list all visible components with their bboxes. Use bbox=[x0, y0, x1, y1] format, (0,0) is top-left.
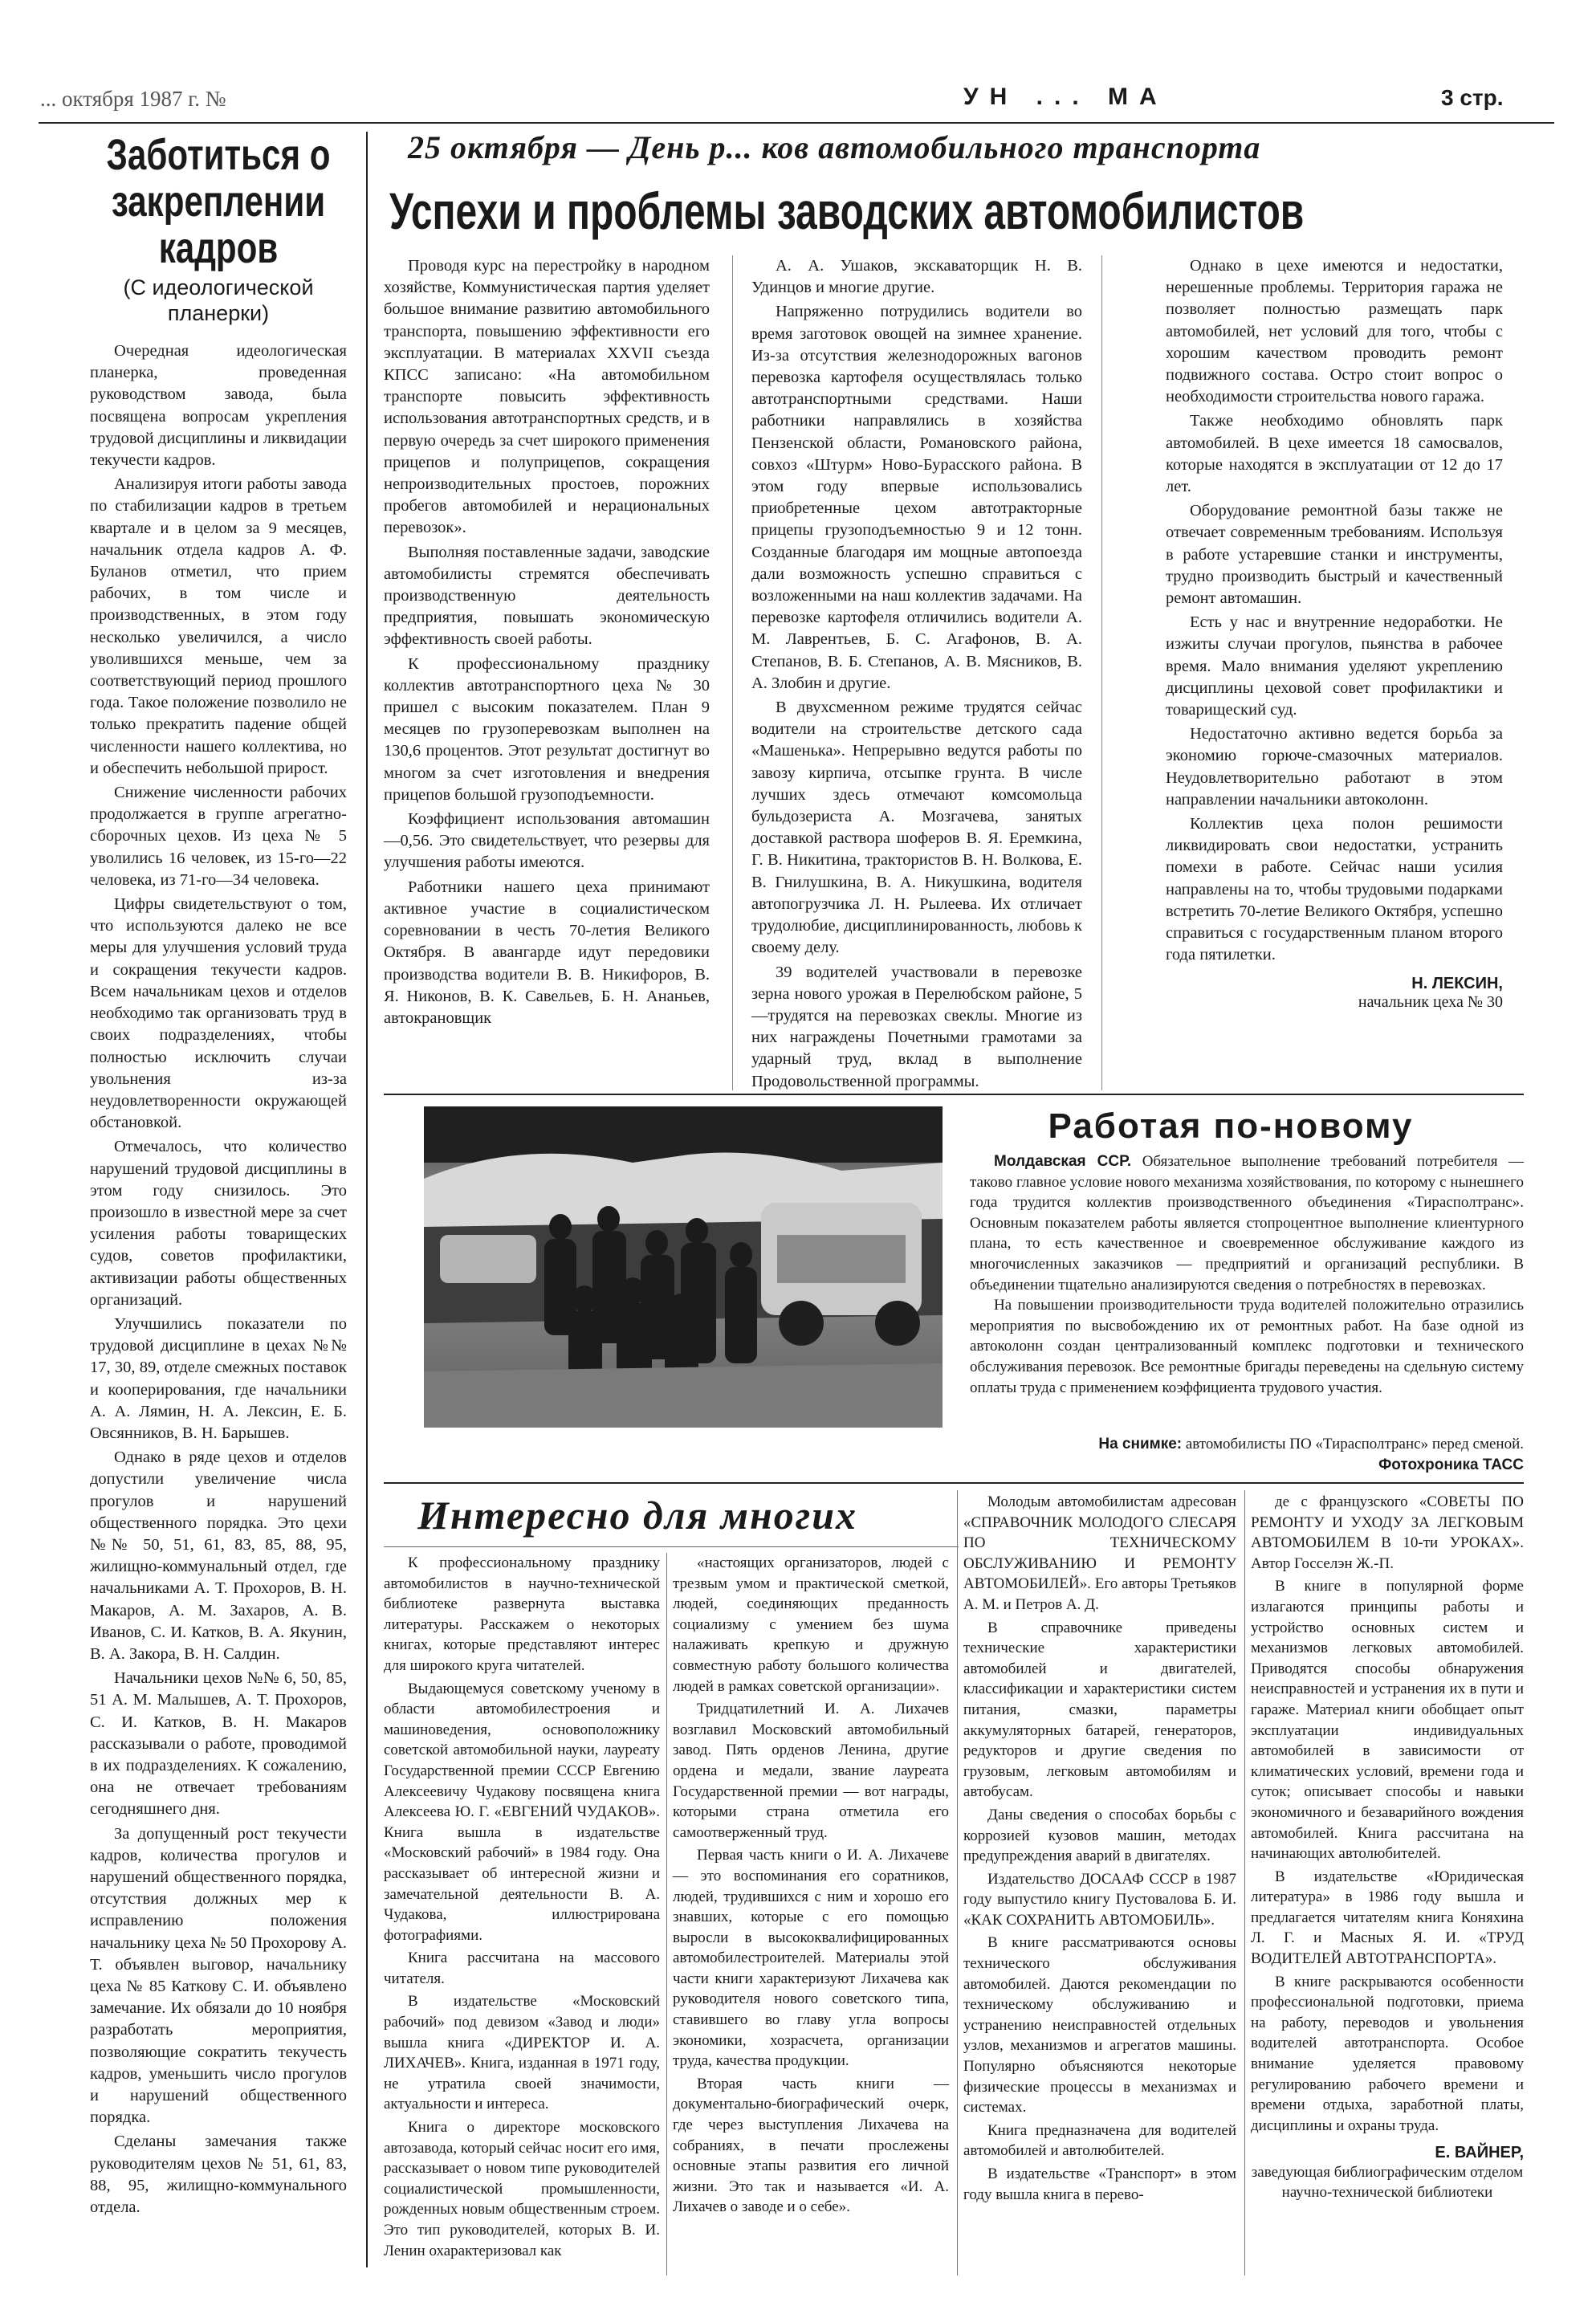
paragraph: Выполняя поставленные задачи, заводские автомобилисты стремятся обеспечивать производственную деятельность предприятия, повышать экономическую эффективность своей работы. bbox=[384, 543, 710, 649]
paragraph: Коллектив цеха полон решимости ликвидировать свои недостатки, устранить помехи в работе. Сейчас наши усилия направлены на то, чтобы трудовыми подарками встретить 70-летие Великого Октября, успешно справиться с государственным планом второго года пятилетки. bbox=[1166, 815, 1503, 964]
author-name: Н. ЛЕКСИН, bbox=[1411, 974, 1503, 992]
main-col-rule bbox=[732, 255, 733, 1090]
books-col-3 bbox=[963, 1492, 1236, 2207]
left-article-title: Заботиться о закреплении кадров bbox=[106, 131, 331, 272]
paragraph: Книга рассчитана на массового читателя. bbox=[384, 1949, 660, 1987]
left-column-rule bbox=[366, 132, 368, 2267]
paragraph: Очередная идеологическая планерка, проведенная руководством завода, была посвящена вопросам укрепления трудовой дисциплины и ликвидации текучести кадров. bbox=[90, 342, 347, 470]
paragraph: В издательстве «Юридическая литература» в 1986 году вышла и предлагается читателям книга Коняхина Л. Г. и Масных Я. И. «ТРУД ВОДИТЕЛЕЙ АВТОТРАНСПОРТА». bbox=[1251, 1868, 1524, 1968]
paragraph: де с французского «СОВЕТЫ ПО РЕМОНТУ И УХОДУ ЗА ЛЕГКОВЫМ АВТОМОБИЛЕМ В 10-ти УРОКАХ». Автор Госселэн Ж.-П. bbox=[1251, 1493, 1524, 1572]
paragraph: К профессиональному празднику автомобилистов в научно-технической библиотеке развернута выставка литературы. Расскажем о некоторых книгах, которые представляют интерес для широкого круга читателей. bbox=[384, 1554, 660, 1674]
paragraph: К профессиональному празднику коллектив автотранспортного цеха № 30 пришел с высоким показателем. План 9 месяцев по грузоперевозкам выполнен на 130,6 процентов. Этот результат достигнут во многом за счет изготовления и внедрения прицепов большой грузоподъемности. bbox=[384, 654, 710, 804]
paragraph: «настоящих организаторов, людей с трезвым умом и практической сметкой, людей, соединяющих преданность социализму с умением без шума налаживать крепкую и дружную совместную работу большого количества людей в рамках советской организации». bbox=[673, 1554, 949, 1695]
section-rule bbox=[384, 1094, 1524, 1095]
paragraph: За допущенный рост текучести кадров, количества прогулов и нарушений общественного порядка, отсутствия должных мер к исправлению положения начальнику цеха № 50 Прохорову А. Т. объявлен выговор, начальнику цеха № 85 Каткову С. И. объявлено замечание. Их обязали до 10 ноября разработать мероприятия, позволяющие сократить текучесть кадров, уменьшить число прогулов и нарушений общественного порядка. bbox=[90, 1824, 347, 2127]
paragraph: Сделаны замечания также руководителям цехов № 51, 61, 83, 88, 95, жилищно-коммунального отдела. bbox=[90, 2133, 347, 2217]
books-col-rule bbox=[666, 1553, 667, 2275]
books-col-rule bbox=[1244, 1490, 1245, 2275]
paragraph: Напряженно потрудились водители во время заготовок овощей на зимнее хранение. Из-за отсутствия железнодорожных вагонов перевозка картофеля осуществлялась только автотранспортными средствами. Наши работники направлялись в хозяйства Пензенской области, Романовского района, совхоз «Штурм» Ново-Бурасского района. В этом году впервые использовались приобретенные цехом автотракторные прицепы грузоподъемностью 9 и 12 тонн. Созданные благодаря им мощные автопоезда дали возможность успешно справиться с возложенными на наш коллектив задачами. На перевозке картофеля отличились водители А. М. Лаврентьев, Б. С. Агафонов, В. А. Степанов, В. Б. Степанов, А. В. Мясников, В. А. Злобин и другие. bbox=[751, 303, 1082, 692]
paragraph: Коэффициент использования автомашин—0,56. Это свидетельствует, что резервы для улучшения работы имеются. bbox=[384, 810, 710, 872]
paragraph: А. А. Ушаков, экскаваторщик Н. В. Удинцов и многие другие. bbox=[751, 257, 1082, 297]
paragraph: Недостаточно активно ведется борьба за экономию горюче-смазочных материалов. Неудовлетворительно работают в этом направлении начальники автоколонн. bbox=[1166, 725, 1503, 809]
photo-credit: Фотохроника ТАСС bbox=[1378, 1456, 1524, 1473]
paragraph: Книга о директоре московского автозавода, который сейчас носит его имя, рассказывает о новом типе руководителей социалистической промышленности, рожденных новым общественным строем. Это тип руководителей, которых В. И. Ленин охарактеризовал как bbox=[384, 2119, 660, 2259]
paragraph: Начальники цехов №№ 6, 50, 85, 51 А. М. Малышев, А. Т. Прохоров, С. И. Катков, В. Н. Макаров рассказывали о работе, проводимой в их подразделениях. К сожалению, она не отвечает требованиям сегодняшнего дня. bbox=[90, 1669, 347, 1819]
author-position: начальник цеха № 30 bbox=[1358, 992, 1503, 1011]
photo-caption bbox=[970, 1434, 1524, 1455]
paragraph: В двухсменном режиме трудятся сейчас водители на строительстве детского сада «Машенька». Непрерывно ведутся работы по завозу кирпича, отсыпке грунта. В числе лучших здесь отмечают комсомольца бульдозериста А. Мозгачева, занятых доставкой раствора шоферов В. Я. Еремкина, Г. В. Никитина, трактористов В. Н. Волкова, Е. В. Гнилушкина, В. А. Никушкина, водителя автопогрузчика Л. Н. Рылеева. Их отличает трудолюбие, дисциплинированность, любовь к своему делу. bbox=[751, 699, 1082, 957]
paragraph: Снижение численности рабочих продолжается в группе агрегатно-сборочных цехов. Из цеха № 5 уволились 16 человек, из 15-го—22 человека, из 71-го—34 человека. bbox=[90, 784, 347, 889]
caption-label: На снимке: bbox=[1098, 1436, 1183, 1452]
books-title-rule bbox=[384, 1546, 959, 1547]
paragraph: Отмечалось, что количество нарушений трудовой дисциплины в этом году снизилось. Это произошло в известной мере за счет усиления работы товарищеских судов, советов профилактики, активизации работы общественных организаций. bbox=[90, 1138, 347, 1309]
paragraph: В книге в популярной форме излагаются принципы работы и устройство основных систем и механизмов легковых автомобилей. Приводятся способы обнаружения неисправностей и устранения их в пути и гараже. Материал книги обобщает опыт эксплуатации индивидуальных автомобилей в зависимости от климатических условий, времени года и суток; описывает способы и навыки экономичного и безаварийного вождения автомобилей. Книга рассчитана на начинающих автолюбителей. bbox=[1251, 1578, 1524, 1863]
page-number: 3 стр. bbox=[1441, 85, 1504, 110]
box-text: Обязательное выполнение требований потребителя — таково главное условие нового механизма хозяйствования, по которому с нынешнего года трудится коллектив производственного объединения «Тирасполтранс». Основным показателем работы является стопроцентное выполнение клиентурного плана, то есть качественное и своевременное обслуживание каждого из многочисленных заказчиков — предприятий и организаций республики. В объединении тщательно анализируются сведения о потребностях в перевозках. bbox=[970, 1153, 1525, 1294]
paragraph: Улучшились показатели по трудовой дисциплине в цехах №№ 17, 30, 89, отделе смежных поставок и кооперирования, где начальники А. А. Лямин, Н. А. Лексин, Е. Б. Овсянников, В. Н. Барышев. bbox=[90, 1314, 347, 1442]
left-article bbox=[90, 132, 347, 2221]
main-article-col-3 bbox=[1166, 255, 1503, 1012]
books-col-1 bbox=[384, 1553, 660, 2263]
paragraph: Однако в цехе имеются и недостатки, нерешенные проблемы. Территория гаража не позволяет полностью размещать парк автомобилей, нет условий для того, чтобы с хорошим качеством проводить ремонт подвижного состава. Остро стоит вопрос о необходимости строительства нового гаража. bbox=[1166, 257, 1503, 406]
paragraph: Однако в ряде цехов и отделов допустили увеличение числа прогулов и нарушений общественного порядка. Это цехи №№ 50, 51, 61, 83, 85, 88, 95, жилищно-коммунальный отдел, где начальниками А. Т. Прохоров, В. Н. Макаров, А. М. Захаров, А. В. Иванов, С. И. Катков, В. А. Якунин, В. А. Закора, В. Н. Салдин. bbox=[90, 1448, 347, 1663]
paragraph: В издательстве «Транспорт» в этом году вышла книга в перево- bbox=[963, 2165, 1236, 2203]
box-lead: Молдавская ССР. bbox=[994, 1153, 1132, 1170]
caption-text: автомобилисты ПО «Тирасполтранс» перед сменой. bbox=[1185, 1436, 1524, 1452]
main-article-col-2 bbox=[751, 255, 1082, 1095]
paragraph: Издательство ДОСААФ СССР в 1987 году выпустило книгу Пустовалова Б. И. «КАК СОХРАНИТЬ АВТОМОБИЛЬ». bbox=[963, 1870, 1236, 1929]
paragraph: 39 водителей участвовали в перевозке зерна нового урожая в Перелюбском районе, 5—трудятся на перевозках свеклы. Многие из них награждены Почетными грамотами за ударный труд, вклад в выполнение Продовольственной программы. bbox=[751, 963, 1082, 1090]
photo-illustration bbox=[424, 1106, 943, 1428]
paragraph: Работники нашего цеха принимают активное участие в социалистическом соревновании в честь 70-летия Великого Октября. В авангарде идут передовики производства водители В. В. Никифоров, В. Я. Никонов, В. К. Савельев, Б. Н. Ананьев, автокрановщик bbox=[384, 878, 710, 1027]
paragraph: В книге рассматриваются основы технического обслуживания автомобилей. Даются рекомендации по техническому обслуживанию и устранению неисправностей отдельных узлов, механизмов и агрегатов машины. Популярно объясняются некоторые физические процессы в механизмах и системах. bbox=[963, 1934, 1236, 2116]
author-name: Е. ВАЙНЕР, bbox=[1435, 2144, 1524, 2162]
paragraph: На повышении производительности труда водителей положительно отразились мероприятия по высвобождению их от ремонтных работ. На базе одной из автоколонн создан централизованный комплекс подготовки и технического обслуживания перевозок. Все ремонтные бригады переведены на сдельную систему оплаты труда с применением коэффициента трудового участия. bbox=[970, 1297, 1524, 1396]
paragraph bbox=[970, 1151, 1524, 1295]
paragraph: Есть у нас и внутренние недоработки. Не изжиты случаи прогулов, пьянства в рабочее время. Мало внимания уделяют укреплению дисциплины цеховой совет профилактики и товарищеский суд. bbox=[1166, 613, 1503, 719]
paragraph: Вторая часть книги — документально-биографический очерк, где через выступления Лихачева на собраниях, в печати прослежены основные этапы развития его личной жизни. Это так и называется «И. А. Лихачев о заводе и о себе». bbox=[673, 2075, 949, 2216]
author-position: заведующая библиографическим отделом научно-технической библиотеки bbox=[1251, 2164, 1524, 2202]
paragraph: Молодым автомобилистам адресован «СПРАВОЧНИК МОЛОДОГО СЛЕСАРЯ ПО ТЕХНИЧЕСКОМУ ОБСЛУЖИВАНИЮ И РЕМОНТУ АВТОМОБИЛЕЙ». Его авторы Третьяков А. М. и Петров А. Д. bbox=[963, 1493, 1236, 1613]
paragraph: В справочнике приведены технические характеристики автомобилей и двигателей, классификации и характеристики систем питания, смазки, параметры аккумуляторных батарей, генераторов, редукторов и другие сведения по грузовым, легковым автомобилям и автобусам. bbox=[963, 1619, 1236, 1801]
books-col-rule bbox=[957, 1490, 958, 2275]
paragraph: Проводя курс на перестройку в народном хозяйстве, Коммунистическая партия уделяет большое внимание развитию автомобильного транспорта, повышению эффективности его эксплуатации. В материалах XXVII съезда КПСС записано: «На автомобильном транспорте повысить эффективность использования автотранспортных средств, и в первую очередь за счет широкого применения прицепов и полуприцепов, сокращения непроизводительных простоев, порожних пробегов автомобилей и нерациональных перевозок». bbox=[384, 257, 710, 537]
paragraph: В книге раскрываются особенности профессиональной подготовки, приема на работу, переводов и увольнения водителей автотранспорта. Особое внимание уделяется правовому регулированию рабочего времени и времени отдыха, заработной платы, дисциплины и охраны труда. bbox=[1251, 1973, 1524, 2134]
paragraph: Цифры свидетельствуют о том, что используются далеко не все меры для улучшения условий труда и сокращения текучести кадров. Всем начальникам цехов и отделов необходимо так организовать труд в своих подразделениях, чтобы полностью исключить случаи увольнения из-за неудовлетворенности окружающей обстановкой. bbox=[90, 895, 347, 1132]
box-article bbox=[970, 1106, 1524, 1398]
issue-date: ... октября 1987 г. № bbox=[40, 87, 226, 111]
header-rule bbox=[39, 122, 1554, 124]
books-col-2 bbox=[673, 1553, 949, 2220]
paragraph: Книга предназначена для водителей автомобилей и автолюбителей. bbox=[963, 2121, 1236, 2160]
paragraph: В издательстве «Московский рабочий» под девизом «Завод и люди» вышла книга «ДИРЕКТОР И. А. ЛИХАЧЕВ». Книга, изданная в 1971 году, не утратила своей значимости, актуальности и интереса. bbox=[384, 1993, 660, 2113]
paragraph: Тридцатилетний И. А. Лихачев возглавил Московский автомобильный завод. Пять орденов Ленина, другие ордена и медали, звание лауреата Государственной премии — вот награды, которыми страна отметила его самоотверженный труд. bbox=[673, 1701, 949, 1841]
books-col-4 bbox=[1251, 1492, 1524, 2202]
books-title: Интересно для многих bbox=[417, 1493, 858, 1538]
main-col-rule bbox=[1101, 255, 1102, 1090]
paragraph: Даны сведения о способах борьбы с коррозией кузовов машин, методах предупреждения аварий в двигателях. bbox=[963, 1806, 1236, 1865]
left-article-body bbox=[90, 340, 347, 2218]
main-title: Успехи и проблемы заводских автомобилистов bbox=[389, 182, 1305, 240]
paragraph: Анализируя итоги работы завода по стабилизации кадров в третьем квартале и в целом за 9 месяцев, начальник отдела кадров А. Ф. Буланов отметил, что прием рабочих, в том числе и производственных, в этом году несколько увеличился, а число уволившихся меньше, чем за соответствующий период прошлого года. Такое положение позволило не только прекратить падение общей численности нашего коллектива, но и обеспечить небольшой прирост. bbox=[90, 475, 347, 777]
paragraph: Первая часть книги о И. А. Лихачеве — это воспоминания его соратников, людей, трудившихся с ним и хорошо его знавших, которые с его помощью выросли в высококвалифицированных автомобилестроителей. Материалы этой части книги характеризуют Лихачева как руководителя нового советского типа, ставившего во главу угла вопросы экономики, хозрасчета, организации труда, качества продукции. bbox=[673, 1847, 949, 2070]
paragraph: Также необходимо обновлять парк автомобилей. В цехе имеется 18 самосвалов, которые находятся в эксплуатации от 12 до 17 лет. bbox=[1166, 412, 1503, 496]
masthead: УН ... МА bbox=[963, 84, 1168, 110]
main-kicker: 25 октября — День р... ков автомобильного транспорта bbox=[408, 129, 1261, 165]
photo bbox=[424, 1106, 943, 1428]
main-article-col-1 bbox=[384, 255, 710, 1032]
paragraph: Оборудование ремонтной базы также не отвечает современным требованиям. Используя в работе устаревшие станки и инструменты, трудно производить быстрый и качественный ремонт автомашин. bbox=[1166, 502, 1503, 608]
paragraph: Выдающемуся советскому ученому в области автомобилестроения и машиноведения, основоположнику советской автомобильной науки, лауреату Государственной премии СССР Евгению Алексеевичу Чудакову посвящена книга Алексеева Ю. Г. «ЕВГЕНИЙ ЧУДАКОВ». Книга вышла в издательстве «Московский рабочий» в 1984 году. Она рассказывает об интересной жизни и замечательной деятельности В. А. Чудакова, иллюстрирована фотографиями. bbox=[384, 1680, 660, 1944]
section-rule bbox=[384, 1482, 1524, 1484]
left-article-subtitle: (С идеологической планерки) bbox=[123, 275, 314, 325]
box-article-title: Работая по-новому bbox=[1048, 1106, 1414, 1146]
